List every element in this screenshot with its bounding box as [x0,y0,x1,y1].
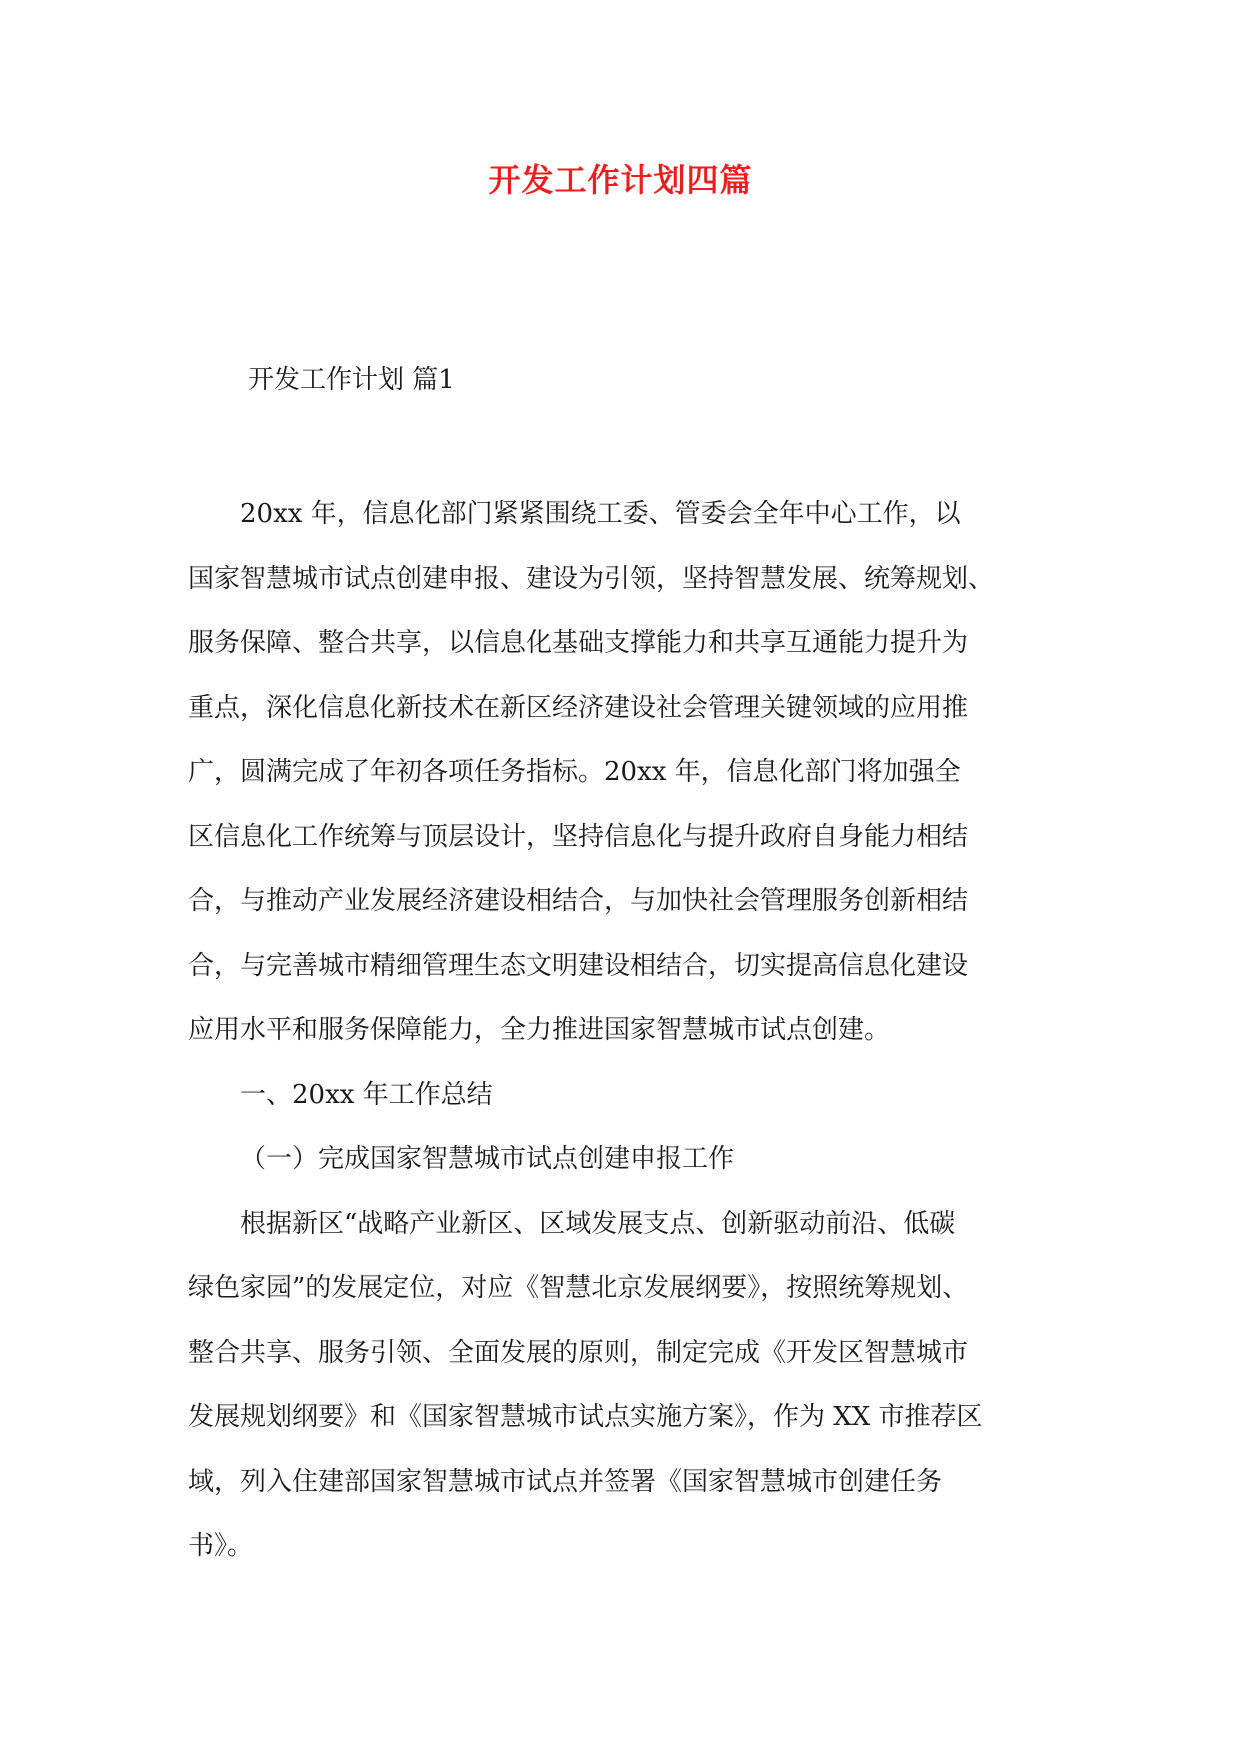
paragraph-line: 重点，深化信息化新技术在新区经济建设社会管理关键领域的应用推 [188,692,969,723]
heading-subsection: （一）完成国家智慧城市试点创建申报工作 [240,1144,735,1174]
paragraph-line: 应用水平和服务保障能力，全力推进国家智慧城市试点创建。 [188,1015,891,1045]
paragraph-line: 绿色家园”的发展定位，对应《智慧北京发展纲要》，按照统筹规划、 [188,1273,969,1303]
paragraph-line: 广，圆满完成了年初各项任务指标。20xx 年，信息化部门将加强全 [188,757,961,787]
paragraph-line: 根据新区“战略产业新区、区域发展支点、创新驱动前沿、低碳 [240,1208,956,1239]
section-subtitle: 开发工作计划 篇1 [248,365,455,395]
paragraph-line: 书》。 [188,1531,254,1561]
paragraph-line: 合，与推动产业发展经济建设相结合，与加快社会管理服务创新相结 [188,886,969,916]
document-title: 开发工作计划四篇 [488,161,753,199]
paragraph-line: 20xx 年，信息化部门紧紧围绕工委、管委会全年中心工作，以 [240,499,961,529]
paragraph-line: 国家智慧城市试点创建申报、建设为引领，坚持智慧发展、统筹规划、 [188,563,995,594]
heading-summary: 一、20xx 年工作总结 [240,1079,493,1110]
paragraph-intro [188,482,1052,1063]
paragraph-line: 服务保障、整合共享，以信息化基础支撑能力和共享互通能力提升为 [188,628,969,658]
document-body [188,482,1052,1579]
paragraph-line: 合，与完善城市精细管理生态文明建设相结合，切实提高信息化建设 [188,950,969,981]
paragraph-line: 整合共享、服务引领、全面发展的原则，制定完成《开发区智慧城市 [188,1337,969,1368]
paragraph-line: 域，列入住建部国家智慧城市试点并签署《国家智慧城市创建任务 [188,1466,943,1497]
paragraph-line: 发展规划纲要》和《国家智慧城市试点实施方案》，作为 XX 市推荐区 [188,1402,983,1432]
paragraph-application [188,1192,1052,1579]
paragraph-line: 区信息化工作统筹与顶层设计，坚持信息化与提升政府自身能力相结 [188,821,969,852]
